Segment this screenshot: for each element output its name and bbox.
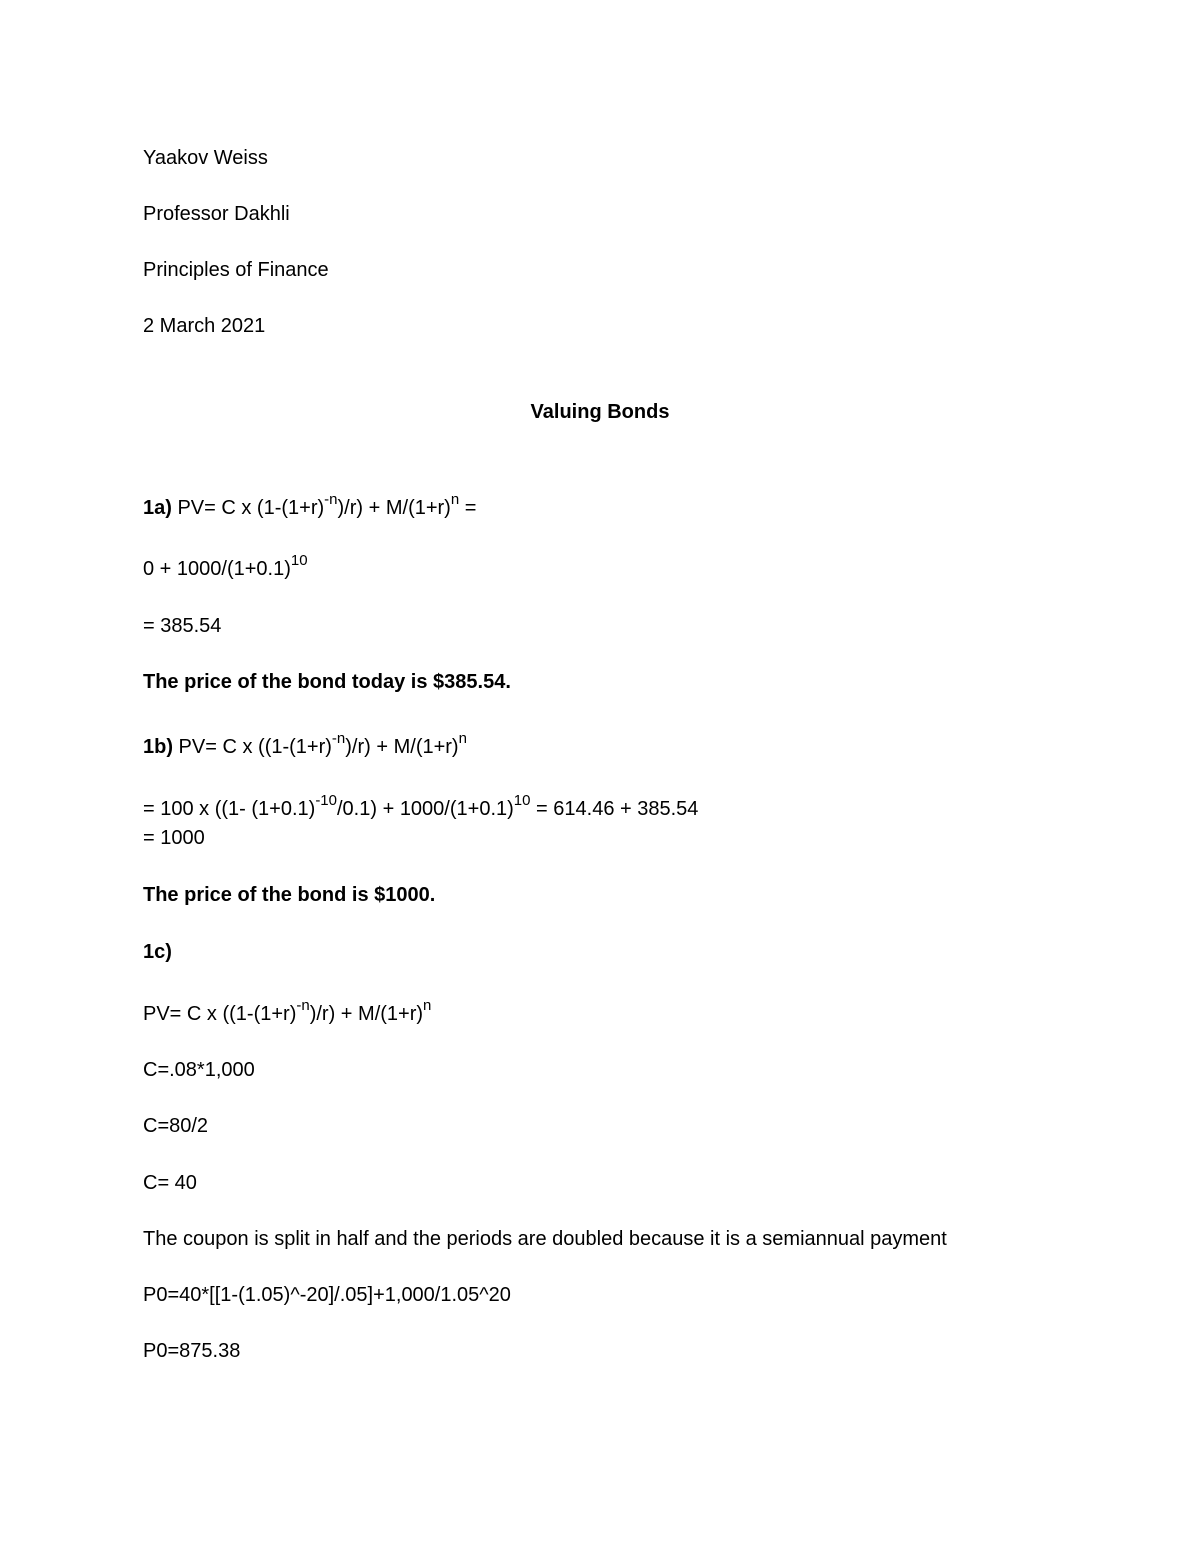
professor-name: Professor Dakhli: [143, 203, 290, 225]
document-title: Valuing Bonds: [530, 401, 670, 423]
q1c-label: 1c): [143, 941, 172, 963]
q1b-formula: 1b) PV= C x $((1-(1+r)^{-n})/r) + M/(1+r)^n$: [143, 730, 467, 758]
q1c-note: The coupon is split in half and the periods are doubled because it is a semiannual payment: [143, 1228, 947, 1250]
q1b-result: = 1000: [143, 827, 205, 849]
document-date: 2 March 2021: [143, 315, 266, 337]
q1c-p0-formula: P0=40*[[1-(1.05)^-20]/.05]+1,000/1.05^20: [143, 1284, 511, 1306]
q1a-formula: 1a) PV= C x $(1-(1+r)^{-n})/r) + M/(1+r)^n$ =: [143, 491, 477, 519]
q1a-substitution: $0 + 1000/(1+0.1)^{10}$: [143, 552, 308, 580]
course-name: Principles of Finance: [143, 259, 329, 281]
q1c-p0-result: P0=875.38: [143, 1340, 241, 1362]
q1c-coupon-step1: C=.08*1,000: [143, 1059, 255, 1081]
q1c-formula: PV= C x $((1-(1+r)^{-n})/r) + M/(1+r)^n$: [143, 997, 432, 1025]
q1a-answer: The price of the bond today is $385.54.: [143, 671, 511, 693]
q1b-label: 1b): [143, 736, 173, 758]
q1b-answer: The price of the bond is $1000.: [143, 884, 436, 906]
q1a-label: 1a): [143, 497, 172, 519]
q1c-coupon-step2: C=80/2: [143, 1115, 209, 1137]
q1c-coupon-step3: C= 40: [143, 1172, 197, 1194]
q1b-substitution: = 100 x ((1- $(1+0.1)^{-10}/0.1) + 1000/(1+0.1)^{10} = 614.46 + 385.54$: [143, 792, 699, 820]
q1a-result: = 385.54: [143, 615, 222, 637]
author-name: Yaakov Weiss: [143, 147, 268, 169]
